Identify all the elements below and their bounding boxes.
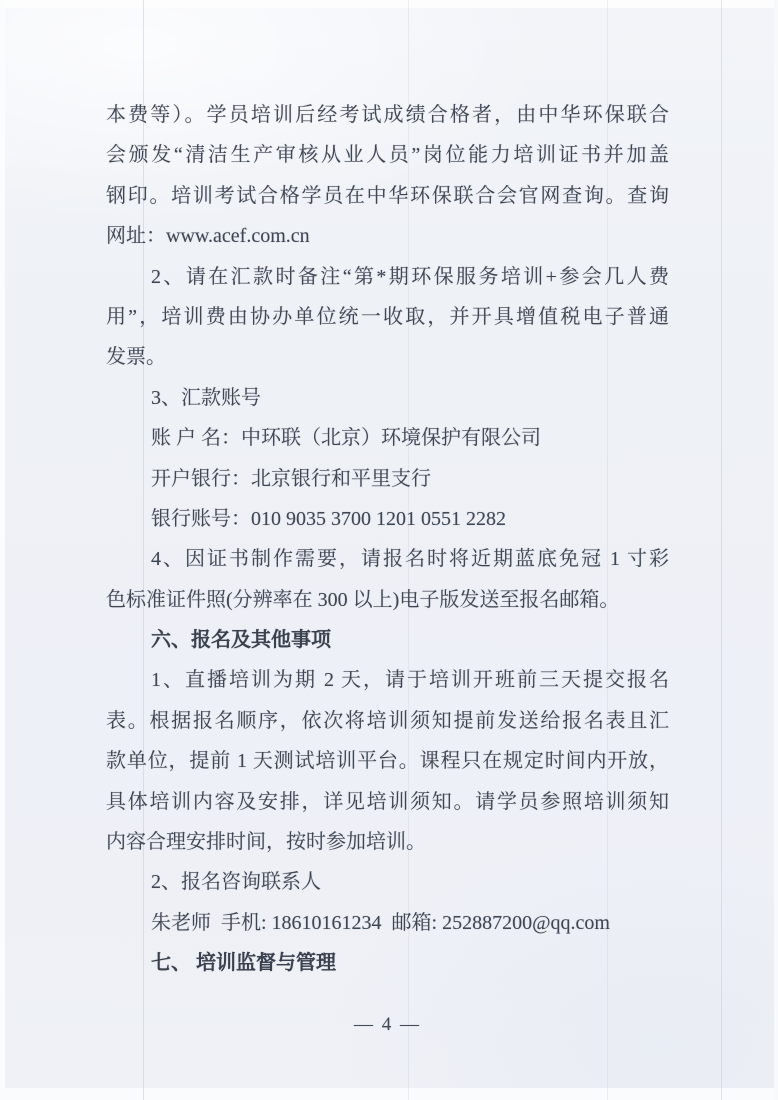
text-line: 2、报名咨询联系人 xyxy=(151,871,321,894)
scan-edge-left xyxy=(0,0,5,1100)
heading-line: 六、报名及其他事项 xyxy=(151,629,331,652)
text-line: 4、因证书制作需要，请报名时将近期蓝底免冠 1 寸彩 xyxy=(151,548,669,571)
paper-fold-line xyxy=(721,0,722,1100)
text-line: 3、汇款账号 xyxy=(151,386,261,409)
scan-edge-top xyxy=(0,0,778,8)
text-line: 开户银行：北京银行和平里支行 xyxy=(151,467,431,490)
text-line: 2、请在汇款时备注“第*期环保服务培训+参会几人费 xyxy=(151,265,669,288)
scan-edge-right xyxy=(774,0,778,1100)
text-line: 用”，培训费由协办单位统一收取，并开具增值税电子普通 xyxy=(106,305,669,328)
page-number: — 4 — xyxy=(354,1014,421,1035)
text-line: 钢印。培训考试合格学员在中华环保联合会官网查询。查询 xyxy=(106,184,669,207)
text-line: 本费等）。学员培训后经考试成绩合格者，由中华环保联合 xyxy=(106,104,669,126)
scan-edge-bottom xyxy=(0,1088,778,1100)
text-line: 会颁发“清洁生产审核从业人员”岗位能力培训证书并加盖 xyxy=(106,144,669,167)
text-line: 色标准证件照(分辨率在 300 以上)电子版发送至报名邮箱。 xyxy=(106,588,620,611)
text-line: 网址：www.acef.com.cn xyxy=(106,225,310,248)
text-line: 银行账号：010 9035 3700 1201 0551 2282 xyxy=(151,507,506,530)
text-line: 1、直播培训为期 2 天，请于培训开班前三天提交报名 xyxy=(151,669,669,692)
text-line: 账 户 名：中环联（北京）环境保护有限公司 xyxy=(151,427,541,450)
text-line: 款单位，提前 1 天测试培训平台。课程只在规定时间内开放， xyxy=(106,750,669,773)
text-line: 表。根据报名顺序，依次将培训须知提前发送给报名表且汇 xyxy=(106,709,669,732)
text-line: 内容合理安排时间，按时参加培训。 xyxy=(106,831,426,854)
text-line: 朱老师 手机: 18610161234 邮箱: 252887200@qq.com xyxy=(151,911,610,934)
text-line: 发票。 xyxy=(106,346,166,369)
text-line: 具体培训内容及安排，详见培训须知。请学员参照培训须知 xyxy=(106,790,669,813)
document-body xyxy=(106,95,669,984)
heading-line: 七、 培训监督与管理 xyxy=(151,952,336,975)
